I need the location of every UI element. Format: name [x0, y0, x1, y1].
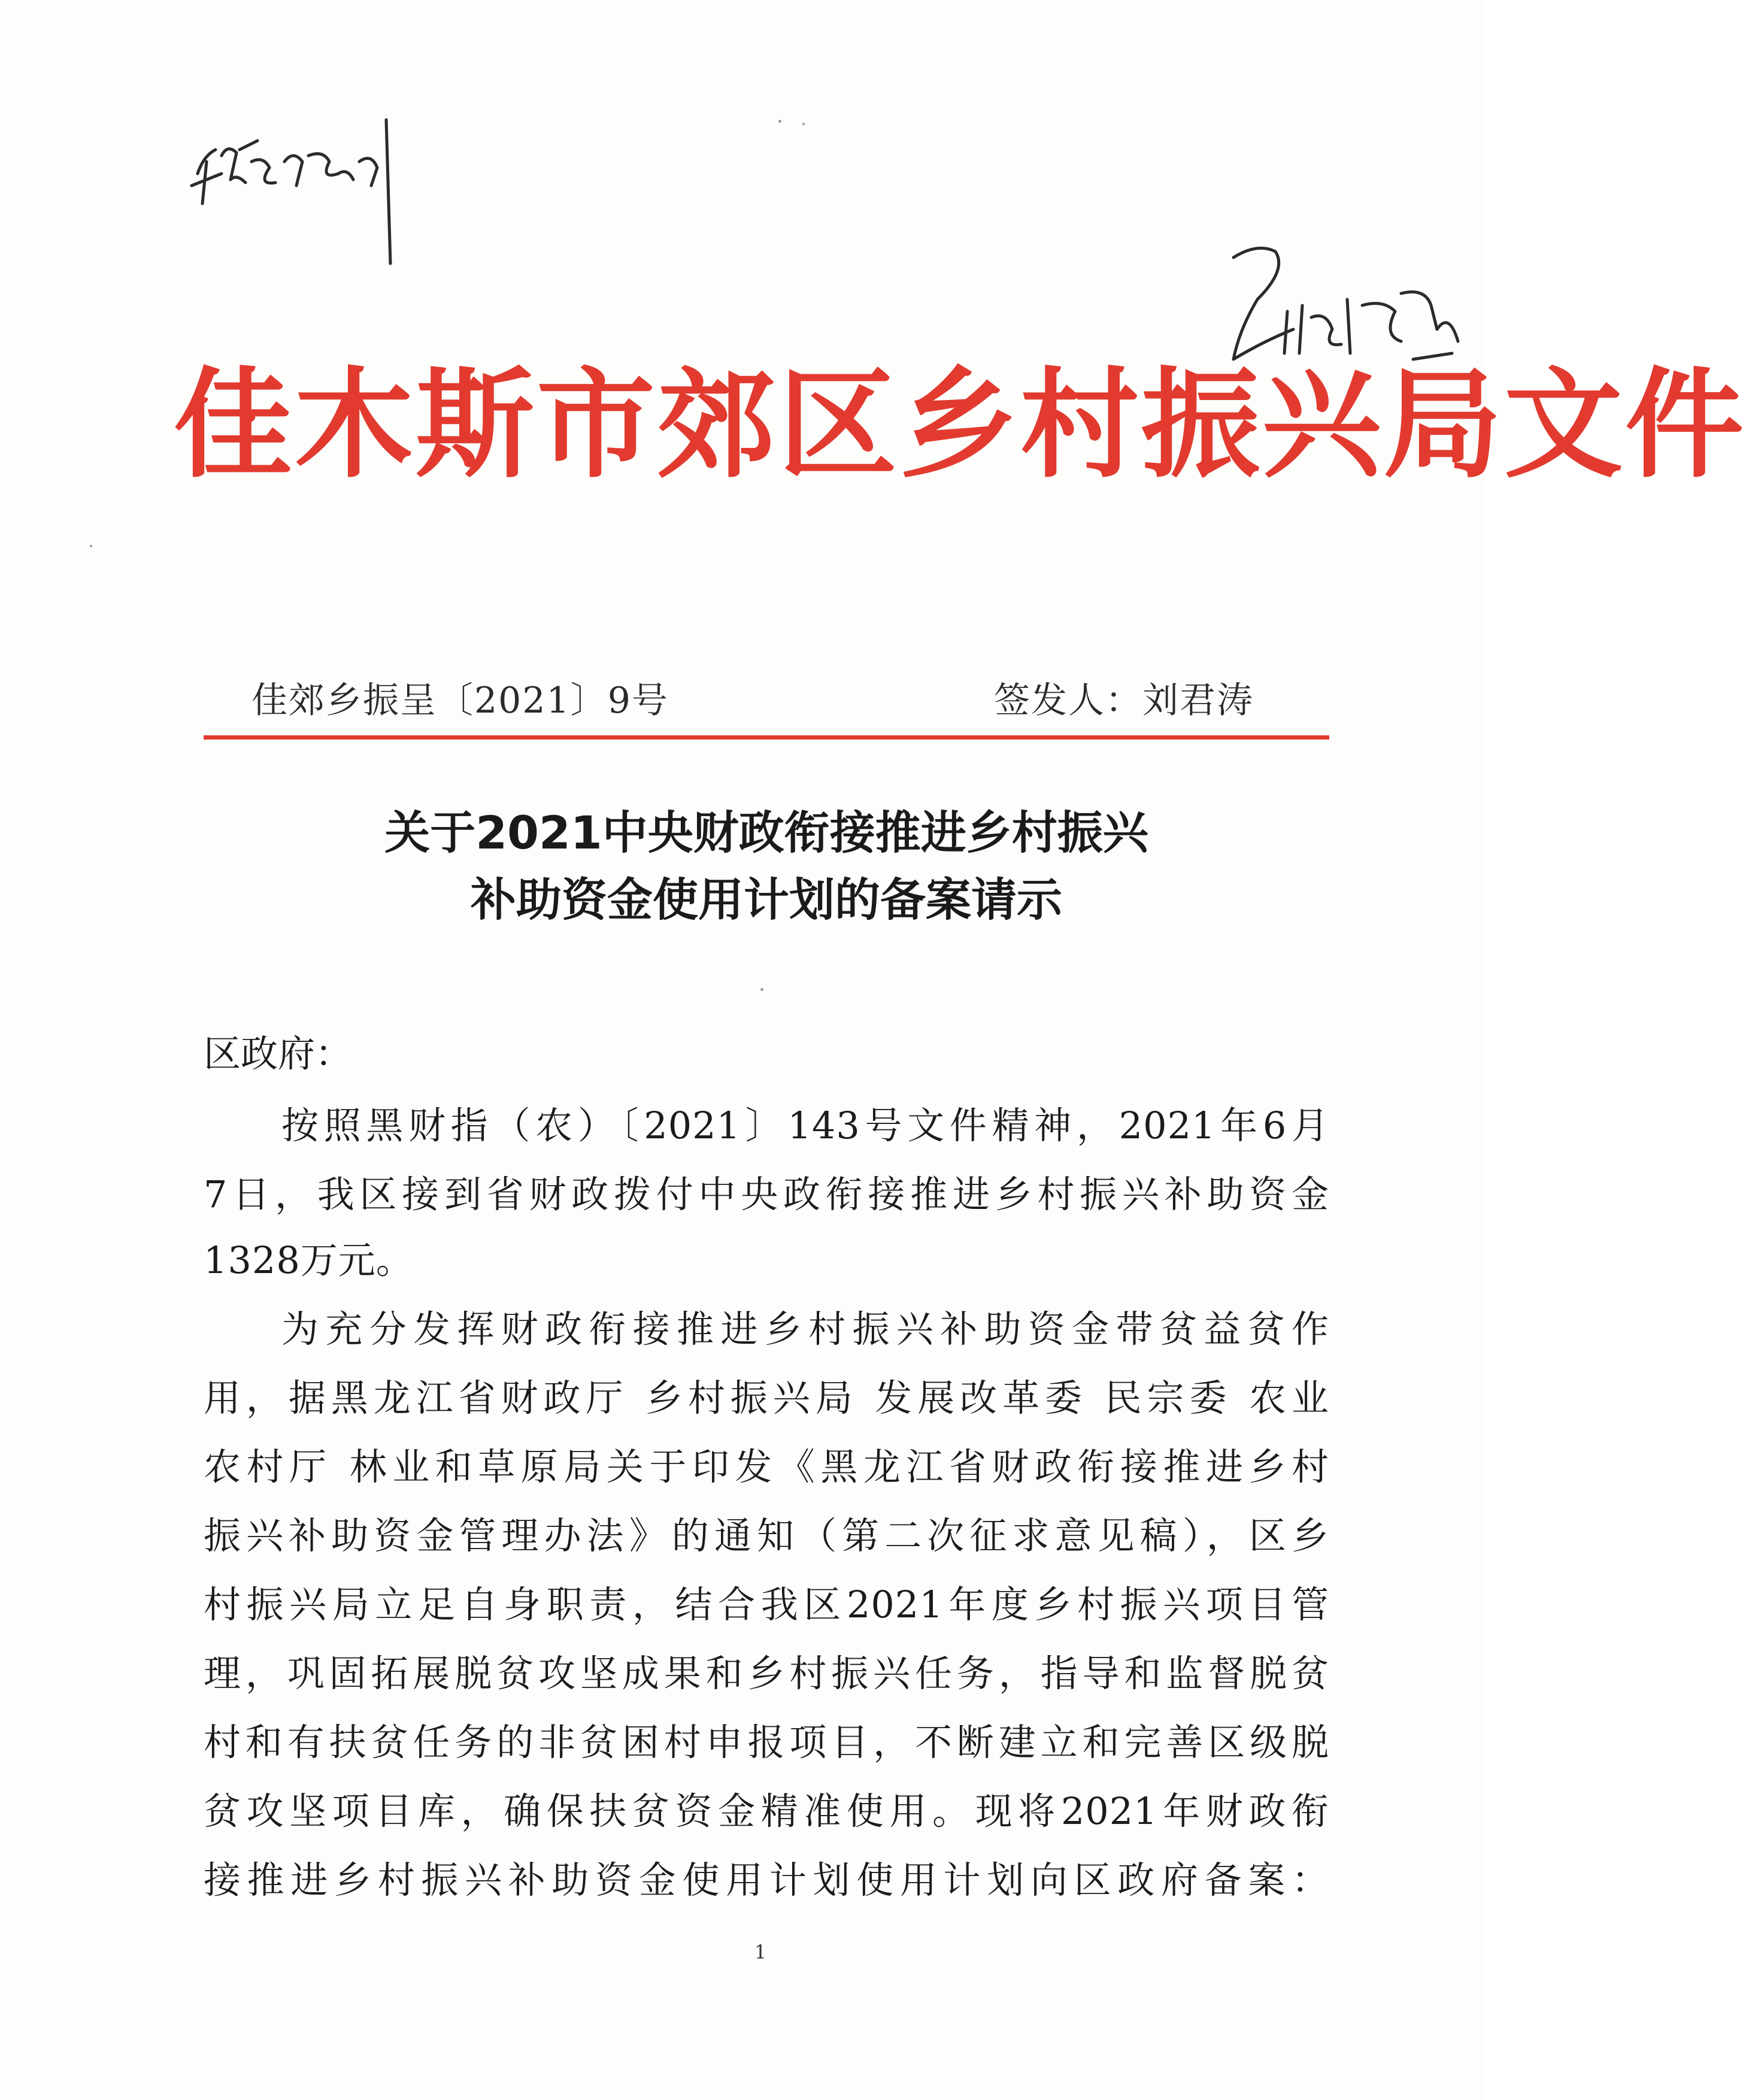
- body-line: 1328万元。: [204, 1238, 414, 1282]
- salutation: 区政府：: [204, 1032, 353, 1075]
- document-number: 佳郊乡振呈〔2021〕9号: [251, 680, 669, 722]
- body-line: 按照黑财指（农）〔2021〕143号文件精神，2021年6月: [281, 1104, 1329, 1147]
- body-line: 7日，我区接到省财政拨付中央政衔接推进乡村振兴补助资金: [204, 1172, 1329, 1216]
- body-line: 振兴补助资金管理办法》的通知（第二次征求意见稿），区乡: [204, 1514, 1329, 1557]
- body-line: 理，巩固拓展脱贫攻坚成果和乡村振兴任务，指导和监督脱贫: [204, 1651, 1329, 1695]
- handwritten-signature-top-left: [180, 84, 443, 263]
- scan-speck: [90, 545, 92, 547]
- body-line: 贫攻坚项目库，确保扶贫资金精准使用。现将2021年财政衔: [204, 1789, 1329, 1833]
- document-header-title: 佳木斯市郊区乡村振兴局文件: [174, 356, 1746, 494]
- body-line: 农村厅 林业和草原局关于印发《黑龙江省财政衔接推进乡村: [204, 1445, 1329, 1489]
- document-title: [204, 799, 1329, 934]
- document-title-line2: 补助资金使用计划的备案请示: [471, 873, 1062, 926]
- scan-speck: [778, 120, 781, 123]
- red-divider-line: [204, 735, 1329, 740]
- document-title-line1: 关于2021中央财政衔接推进乡村振兴: [384, 806, 1148, 859]
- body-line: 为充分发挥财政衔接推进乡村振兴补助资金带贫益贫作: [281, 1307, 1329, 1351]
- scan-speck: [802, 123, 805, 125]
- body-line: 村和有扶贫任务的非贫困村申报项目，不断建立和完善区级脱: [204, 1720, 1329, 1764]
- body-line: 村振兴局立足自身职责，结合我区2021年度乡村振兴项目管: [204, 1583, 1329, 1626]
- scan-speck: [760, 988, 763, 991]
- page-number: 1: [754, 1941, 767, 1963]
- signer-label: 签发人：刘君涛: [994, 680, 1254, 722]
- body-line: 接推进乡村振兴补助资金使用计划使用计划向区政府备案：: [204, 1858, 1329, 1902]
- body-line: 用，据黑龙江省财政厅 乡村振兴局 发展改革委 民宗委 农业: [204, 1376, 1329, 1420]
